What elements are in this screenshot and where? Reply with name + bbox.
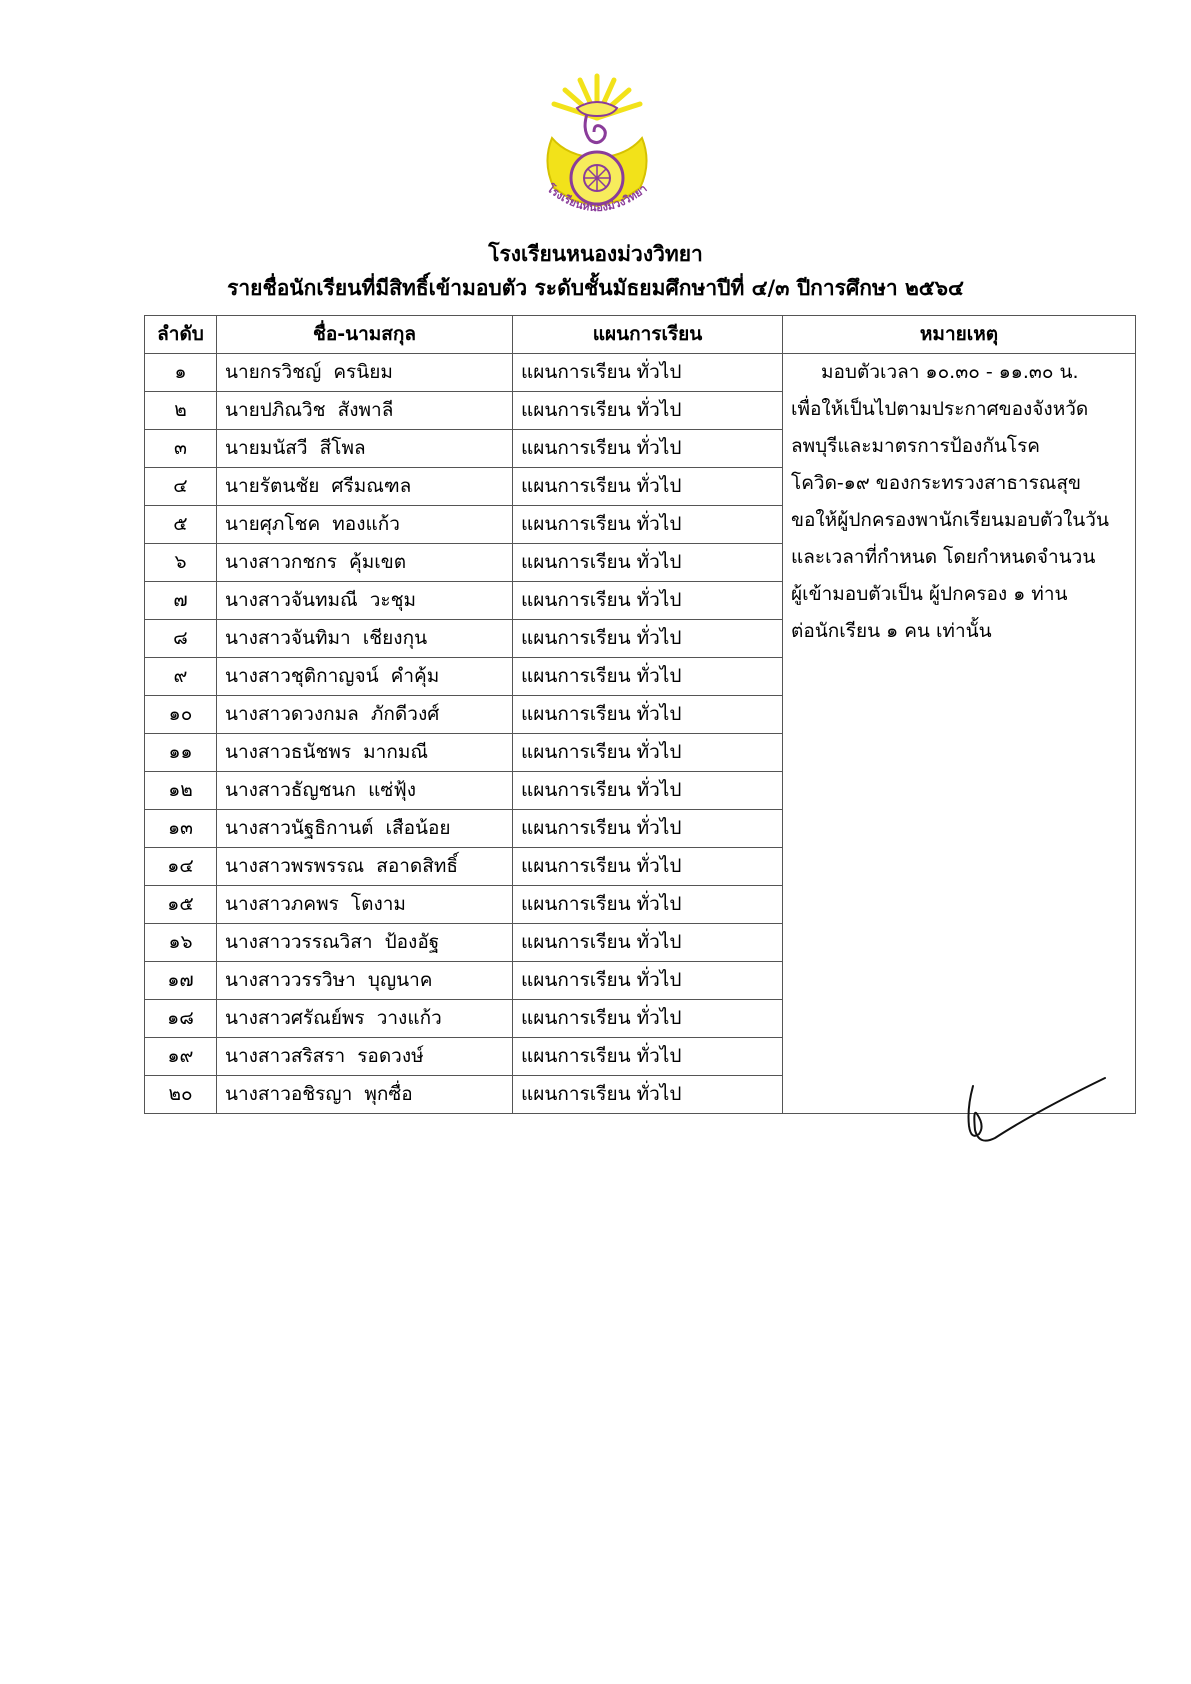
student-name: นางสาวกชกร คุ้มเขต	[217, 544, 513, 582]
remark-line: ผู้เข้ามอบตัวเป็น ผู้ปกครอง ๑ ท่าน	[791, 583, 1068, 605]
row-number: ๑๗	[145, 962, 217, 1000]
student-name: นางสาวพรพรรณ สอาดสิทธิ์	[217, 848, 513, 886]
student-name: นางสาวจันทมณี วะชุม	[217, 582, 513, 620]
study-plan: แผนการเรียน ทั่วไป	[513, 658, 783, 696]
row-number: ๕	[145, 506, 217, 544]
table-row	[145, 354, 1136, 392]
student-name: นายศุภโชค ทองแก้ว	[217, 506, 513, 544]
study-plan: แผนการเรียน ทั่วไป	[513, 392, 783, 430]
header-plan: แผนการเรียน	[513, 316, 783, 354]
student-name: นางสาวจันทิมา เชียงกุน	[217, 620, 513, 658]
row-number: ๑	[145, 354, 217, 392]
remark-line: โควิด-๑๙ ของกระทรวงสาธารณสุข	[791, 472, 1082, 494]
study-plan: แผนการเรียน ทั่วไป	[513, 506, 783, 544]
student-name: นางสาวศรัณย์พร วางแก้ว	[217, 1000, 513, 1038]
table-header-row	[145, 316, 1136, 354]
study-plan: แผนการเรียน ทั่วไป	[513, 1076, 783, 1114]
remark-line: ต่อนักเรียน ๑ คน เท่านั้น	[791, 620, 992, 642]
study-plan: แผนการเรียน ทั่วไป	[513, 924, 783, 962]
row-number: ๑๐	[145, 696, 217, 734]
row-number: ๖	[145, 544, 217, 582]
remark-line: ขอให้ผู้ปกครองพานักเรียนมอบตัวในวัน	[791, 509, 1109, 531]
remark-line: เพื่อให้เป็นไปตามประกาศของจังหวัด	[791, 398, 1089, 420]
study-plan: แผนการเรียน ทั่วไป	[513, 1038, 783, 1076]
remark-line: และเวลาที่กำหนด โดยกำหนดจำนวน	[791, 546, 1096, 568]
student-name: นางสาวภคพร โตงาม	[217, 886, 513, 924]
row-number: ๓	[145, 430, 217, 468]
study-plan: แผนการเรียน ทั่วไป	[513, 430, 783, 468]
study-plan: แผนการเรียน ทั่วไป	[513, 1000, 783, 1038]
study-plan: แผนการเรียน ทั่วไป	[513, 582, 783, 620]
student-name: นายมนัสวี สีโพล	[217, 430, 513, 468]
remark-line: มอบตัวเวลา ๑๐.๓๐ - ๑๑.๓๐ น.	[821, 361, 1079, 383]
row-number: ๑๔	[145, 848, 217, 886]
student-name: นางสาววรรวิษา บุญนาค	[217, 962, 513, 1000]
row-number: ๒๐	[145, 1076, 217, 1114]
study-plan: แผนการเรียน ทั่วไป	[513, 544, 783, 582]
row-number: ๗	[145, 582, 217, 620]
study-plan: แผนการเรียน ทั่วไป	[513, 354, 783, 392]
page-title: รายชื่อนักเรียนที่มีสิทธิ์เข้ามอบตัว ระดับชั้นมัธยมศึกษาปีที่ ๔/๓ ปีการศึกษา ๒๕๖๔	[227, 276, 964, 300]
study-plan: แผนการเรียน ทั่วไป	[513, 810, 783, 848]
student-name: นางสาวธัญชนก แซ่ฟุ้ง	[217, 772, 513, 810]
logo-text: โรงเรียนหนองม่วงวิทยา	[544, 181, 650, 215]
row-number: ๔	[145, 468, 217, 506]
row-number: ๑๓	[145, 810, 217, 848]
row-number: ๑๙	[145, 1038, 217, 1076]
student-name: นางสาวสริสรา รอดวงษ์	[217, 1038, 513, 1076]
header-name: ชื่อ-นามสกุล	[217, 316, 513, 354]
school-logo	[532, 68, 662, 228]
student-table	[144, 315, 1136, 1114]
remark-line: ลพบุรีและมาตรการป้องกันโรค	[791, 435, 1041, 457]
study-plan: แผนการเรียน ทั่วไป	[513, 848, 783, 886]
study-plan: แผนการเรียน ทั่วไป	[513, 696, 783, 734]
study-plan: แผนการเรียน ทั่วไป	[513, 734, 783, 772]
header-no: ลำดับ	[145, 316, 217, 354]
row-number: ๑๒	[145, 772, 217, 810]
row-number: ๑๕	[145, 886, 217, 924]
row-number: ๙	[145, 658, 217, 696]
row-number: ๑๑	[145, 734, 217, 772]
row-number: ๑๖	[145, 924, 217, 962]
study-plan: แผนการเรียน ทั่วไป	[513, 886, 783, 924]
study-plan: แผนการเรียน ทั่วไป	[513, 468, 783, 506]
student-name: นางสาววรรณวิสา ป้องอัฐ	[217, 924, 513, 962]
row-number: ๒	[145, 392, 217, 430]
student-name: นายกรวิชญ์ ครนิยม	[217, 354, 513, 392]
row-number: ๘	[145, 620, 217, 658]
student-name: นายรัตนชัย ศรีมณฑล	[217, 468, 513, 506]
study-plan: แผนการเรียน ทั่วไป	[513, 772, 783, 810]
row-number: ๑๘	[145, 1000, 217, 1038]
student-name: นางสาวดวงกมล ภักดีวงศ์	[217, 696, 513, 734]
signature	[955, 1068, 1115, 1150]
study-plan: แผนการเรียน ทั่วไป	[513, 962, 783, 1000]
remark-cell	[783, 354, 1136, 1114]
study-plan: แผนการเรียน ทั่วไป	[513, 620, 783, 658]
student-name: นางสาวชุติกาญจน์ คำคุ้ม	[217, 658, 513, 696]
student-name: นายปภิณวิช สังพาลี	[217, 392, 513, 430]
school-name: โรงเรียนหนองม่วงวิทยา	[488, 242, 703, 266]
student-name: นางสาวอชิรญา พุกซื่อ	[217, 1076, 513, 1114]
student-name: นางสาวธนัชพร มากมณี	[217, 734, 513, 772]
header-remark: หมายเหตุ	[783, 316, 1136, 354]
student-name: นางสาวนัฐธิกานต์ เสือน้อย	[217, 810, 513, 848]
